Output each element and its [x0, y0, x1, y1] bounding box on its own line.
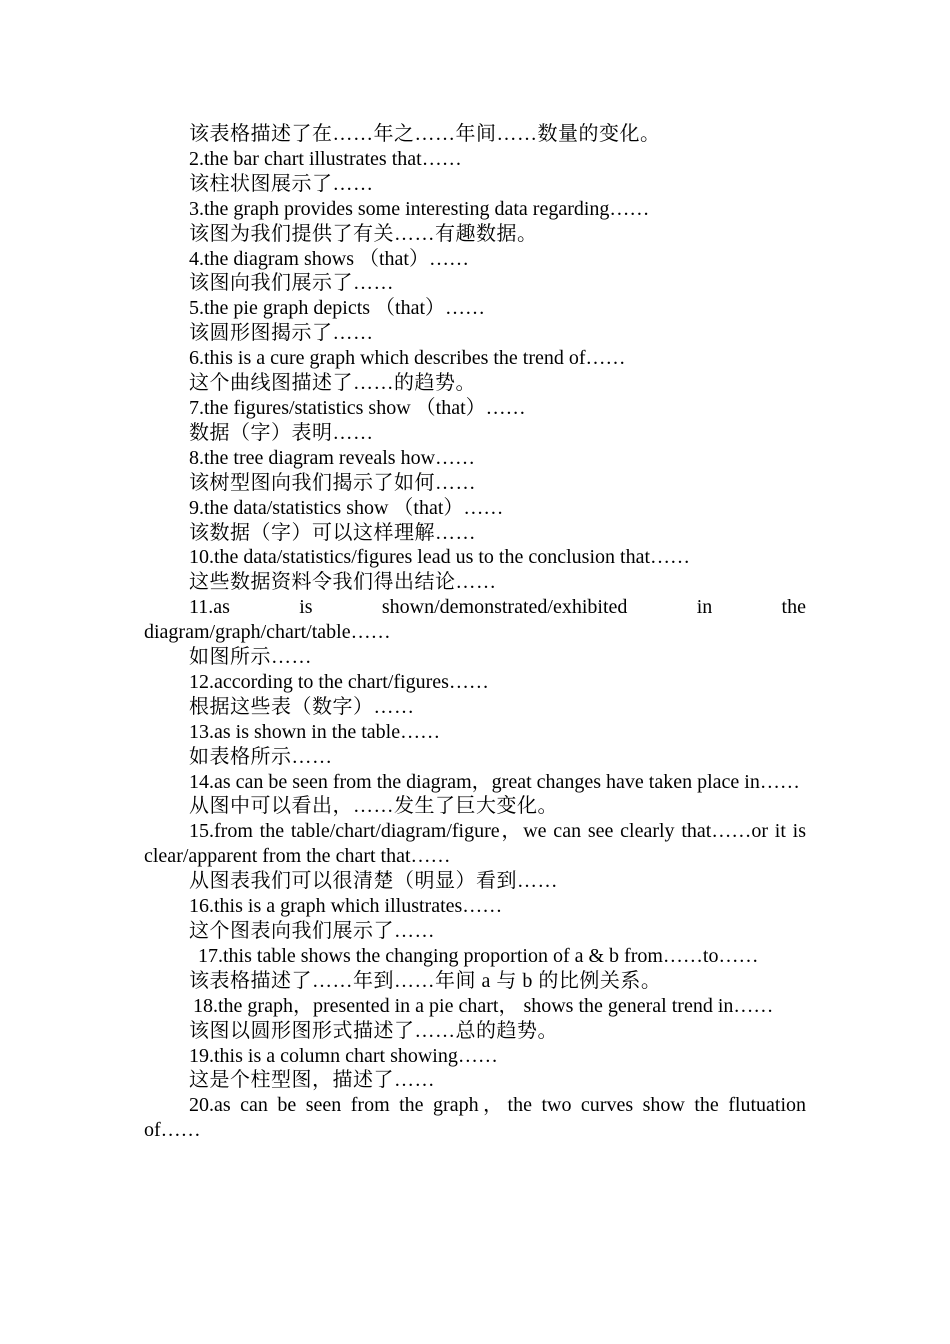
paragraph-line: 17.this table shows the changing proportion of a & b from……to…… [198, 944, 759, 967]
paragraph-line: 该图为我们提供了有关……有趣数据。 [189, 222, 538, 245]
paragraph-line: 20.as can be seen from the graph，the two curves show the flutuation of…… [144, 1094, 806, 1142]
paragraph-line: 如图所示…… [189, 646, 312, 669]
paragraph-line: 8.the tree diagram reveals how…… [189, 446, 476, 469]
paragraph-line: 15.from the table/chart/diagram/figure，we can see clearly that……or it is clear/apparent from the chart that…… [144, 820, 806, 868]
paragraph-line: 该图以圆形图形式描述了……总的趋势。 [189, 1019, 558, 1042]
paragraph-line: 该图向我们展示了…… [189, 272, 394, 295]
paragraph-line: 11.as is shown/demonstrated/exhibited in the diagram/graph/chart/table…… [144, 596, 806, 644]
paragraph-line: 该树型图向我们揭示了如何…… [189, 471, 476, 494]
paragraph-line: 该表格描述了……年到……年间 a 与 b 的比例关系。 [189, 969, 662, 992]
paragraph-line: 该表格描述了在……年之……年间……数量的变化。 [189, 123, 661, 145]
paragraph-line: 2.the bar chart illustrates that…… [189, 147, 462, 170]
paragraph-line: 该圆形图揭示了…… [189, 322, 374, 345]
paragraph-line: 13.as is shown in the table…… [189, 720, 441, 743]
paragraph-line: 4.the diagram shows （that）…… [189, 247, 469, 270]
paragraph-line: 16.this is a graph which illustrates…… [189, 895, 503, 918]
paragraph-line: 6.this is a cure graph which describes the trend of…… [189, 347, 626, 370]
paragraph-line: 从图中可以看出，……发生了巨大变化。 [189, 795, 558, 818]
paragraph-line: 5.the pie graph depicts （that）…… [189, 297, 486, 320]
paragraph-line: 3.the graph provides some interesting data regarding…… [189, 197, 650, 220]
paragraph-line: 该柱状图展示了…… [189, 172, 374, 195]
paragraph-line: 该数据（字）可以这样理解…… [189, 521, 476, 544]
paragraph-line: 数据（字）表明…… [189, 421, 374, 444]
paragraph-line: 根据这些表（数字）…… [189, 695, 415, 718]
paragraph-line: 从图表我们可以很清楚（明显）看到…… [189, 870, 558, 893]
paragraph-line: 这是个柱型图，描述了…… [189, 1069, 435, 1092]
paragraph-line: 10.the data/statistics/figures lead us to the conclusion that…… [189, 546, 691, 569]
paragraph-line: 14.as can be seen from the diagram，great changes have taken place in…… [189, 770, 800, 793]
paragraph-line: 12.according to the chart/figures…… [189, 670, 489, 693]
document-body [144, 122, 806, 1143]
paragraph-line: 9.the data/statistics show （that）…… [189, 496, 504, 519]
paragraph-line: 这些数据资料令我们得出结论…… [189, 571, 497, 594]
paragraph-line: 19.this is a column chart showing…… [189, 1044, 498, 1067]
paragraph-line: 如表格所示…… [189, 745, 333, 768]
paragraph-line: 这个图表向我们展示了…… [189, 920, 435, 942]
paragraph-line: 7.the figures/statistics show （that）…… [189, 396, 526, 419]
paragraph-line: 这个曲线图描述了……的趋势。 [189, 372, 476, 395]
paragraph-line: 18.the graph，presented in a pie chart， shows the general trend in…… [193, 994, 774, 1017]
